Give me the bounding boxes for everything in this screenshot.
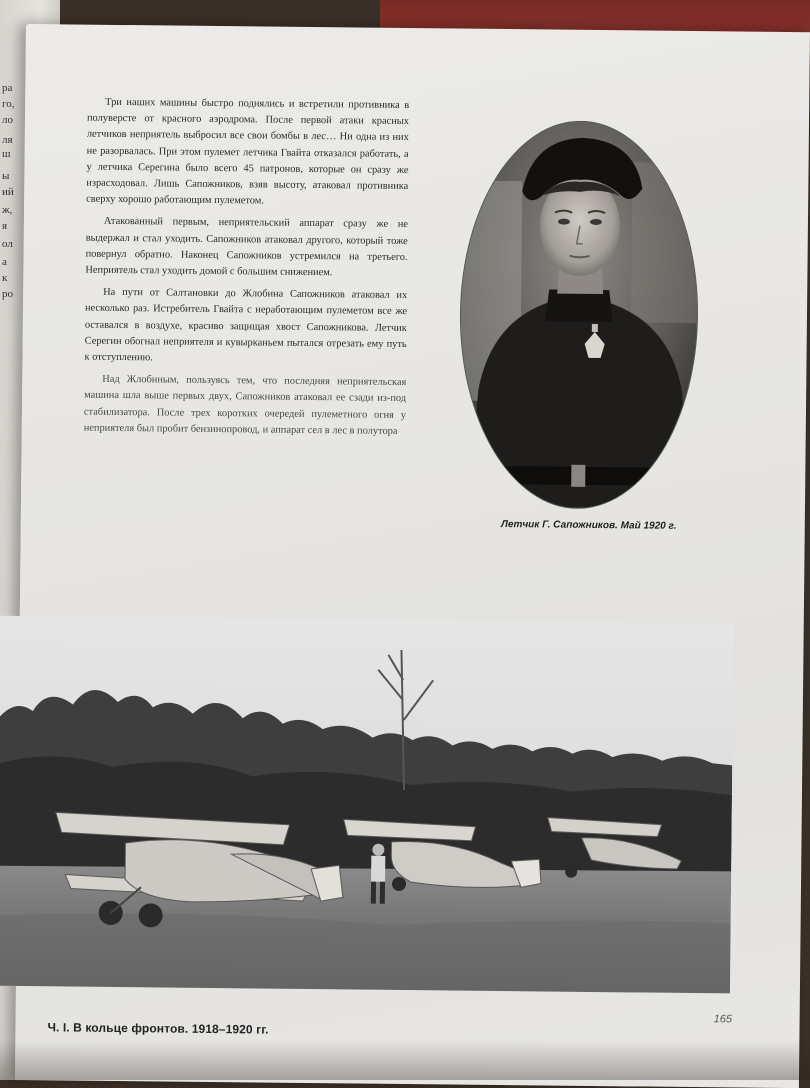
left-page-text-fragment: ш — [2, 148, 11, 160]
left-page-text-fragment: ло — [2, 114, 13, 126]
left-page-text-fragment: я — [2, 220, 8, 232]
paragraph: На пути от Салтановки до Жлобина Сапожников атаковал их несколько раз. Истребитель Гвайта с неработающим пулеметом все же оставался в воздухе, красиво защищая хвост Сапожникова. Летчик Серегин обогнал неприятеля и кувырканьем пытался отрезать ему путь к отступлению. — [84, 287, 408, 364]
left-page-text-fragment: ро — [2, 288, 13, 300]
body-text — [84, 95, 410, 446]
left-page-text-fragment: ж, — [2, 204, 13, 216]
pilot-portrait-photo — [459, 121, 699, 509]
airfield-biplanes-photo — [0, 616, 734, 994]
paragraph: Три наших машины быстро поднялись и встретили противника в полуверсте от красного аэродрома. После первой атаки красных летчиков неприятель выбросил все свои бомбы в лес… Ни одна из них не разорвалась. При этом пулемет летчика Гвайта отказался работать, а у летчика Серегина было всего 45 патронов, которые он сразу же израсходовал. Лишь Сапожников, взяв высоту, атаковал противника сверху хорошо работающим пулеметом. — [86, 96, 410, 207]
left-page-text-fragment: к — [2, 272, 8, 284]
page-number: 165 — [713, 1013, 733, 1026]
left-page-text-fragment: го, — [2, 98, 15, 110]
left-page-text-fragment: ы — [2, 170, 10, 182]
book-page — [15, 24, 810, 1088]
paragraph: Над Жлобиным, пользуясь тем, что последняя неприятельская машина шла выше первых двух, Сапожников атаковал ее сзади из-под стабилизатора. После трех коротких очередей пулеметного огня у неприятеля был пробит бензинопровод, и аппарат сел в лес в полутора — [83, 374, 407, 437]
left-page-text-fragment: ра — [2, 82, 13, 94]
left-page-text-fragment: ля — [2, 134, 13, 146]
left-page-text-fragment: ол — [2, 238, 13, 250]
portrait-caption: Летчик Г. Сапожников. Май 1920 г. — [500, 519, 677, 532]
left-page-text-fragment: а — [2, 256, 7, 268]
running-head: Ч. I. В кольце фронтов. 1918–1920 гг. — [47, 1020, 269, 1037]
left-page-text-fragment: ий — [2, 186, 14, 198]
paragraph: Атакованный первым, неприятельский аппарат сразу же не выдержал и стал уходить. Сапожников атаковал другого, который тоже повернул обратно. Наконец Сапожников устремился на третьего. Неприятель стал уходить домой с большим снижением. — [85, 216, 408, 279]
